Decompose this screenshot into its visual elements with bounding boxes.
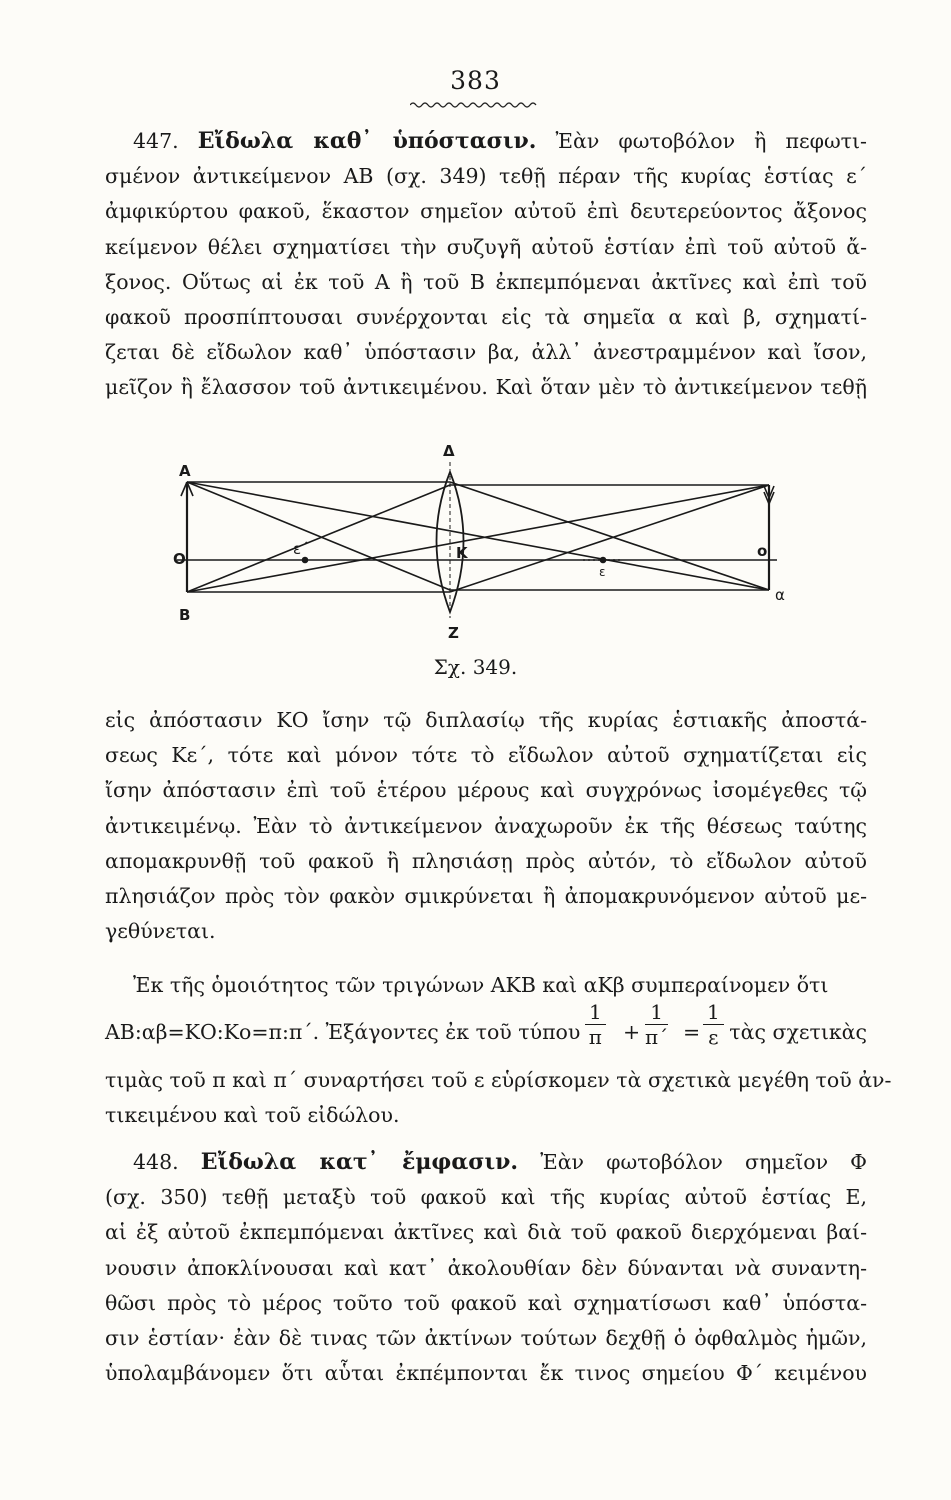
label-K: Κ <box>456 544 468 562</box>
label-e-prime: ε΄ <box>293 540 309 558</box>
section-447-title: Εἴδωλα καθ᾿ ὑπόστασιν. <box>197 128 537 154</box>
fraction-numerator: 1 <box>703 1000 724 1025</box>
text-line: Ἐκ τῆς ὁμοιότητος τῶν τριγώνων ΑΚΒ καὶ αΚβ συμπεραίνομεν ὅτι <box>133 973 829 997</box>
text-line: κείμενον θέλει σχηματίσει τὴν συζυγῆ αὐτοῦ ἑστίαν ἐπὶ τοῦ αὐτοῦ ἄ- <box>105 234 867 259</box>
section-448-number: 448. <box>133 1150 179 1174</box>
page-number: 383 <box>450 66 501 95</box>
text-line: γεθύνεται. <box>105 919 216 944</box>
section-448-title: Εἴδωλα κατ᾿ ἔμφασιν. <box>200 1149 519 1175</box>
after-formula-text <box>105 1063 892 1133</box>
text-line: σεως Κε΄, τότε καὶ μόνον τότε τὸ εἴδωλον αὐτοῦ σχηματίζεται εἰς <box>105 743 867 768</box>
fraction-denominator: π΄ <box>645 1025 669 1049</box>
text-line: ἴσην ἀπόστασιν ἐπὶ τοῦ ἑτέρου μέρους καὶ συγχρόνως ἰσομέγεθες τῷ <box>105 778 867 803</box>
ray <box>187 482 769 590</box>
text-line: τιμὰς τοῦ π καὶ π΄ συναρτήσει τοῦ ε εὑρίσκομεν τὰ σχετικὰ μεγέθη τοῦ ἀν- <box>105 1068 892 1092</box>
formula-right: τὰς σχετικὰς <box>729 1020 867 1044</box>
fraction-denominator: ε <box>708 1025 719 1049</box>
section-447-text <box>105 124 867 406</box>
label-a: α <box>775 586 785 604</box>
label-O: Ο <box>173 550 186 568</box>
label-o: ο <box>757 542 768 560</box>
text-line: ὑπολαμβάνομεν ὅτι αὗται ἐκπέμπονται ἔκ τινος σημείου Φ΄ κειμένου <box>105 1361 867 1386</box>
text-line: αἱ ἐξ αὐτοῦ ἐκπεμπόμεναι ἀκτῖνες καὶ διὰ τοῦ φακοῦ διερχόμεναι βαί- <box>105 1220 867 1245</box>
label-B: Β <box>179 606 191 624</box>
label-Z: Ζ <box>448 624 459 640</box>
section-447-number: 447. <box>133 129 179 153</box>
fraction-numerator: 1 <box>645 1000 668 1025</box>
text-line: σμένον ἀντικείμενον ΑΒ (σχ. 349) τεθῇ πέραν τῆς κυρίας ἑστίας ε΄ <box>105 164 867 189</box>
lens-diagram <box>165 440 815 640</box>
label-e: ε <box>599 565 606 579</box>
text-line: σιν ἑστίαν· ἐὰν δὲ τινας τῶν ἀκτίνων τούτων δεχθῇ ὁ ὀφθαλμὸς ἡμῶν, <box>105 1326 867 1351</box>
text-line: θῶσι πρὸς τὸ μέρος τοῦτο τοῦ φακοῦ καὶ σχηματίσωσι καθ᾿ ὑπόστα- <box>105 1290 867 1315</box>
equals-sign: = <box>683 1020 701 1044</box>
formula-left: ΑΒ:αβ=ΚΟ:Κο=π:π΄. Ἐξάγοντες ἐκ τοῦ τύπου <box>105 1020 581 1044</box>
text-line: Ἐὰν φωτοβόλον σημεῖον Φ <box>540 1150 867 1174</box>
text-line: τικειμένου καὶ τοῦ εἰδώλου. <box>105 1103 400 1128</box>
text-line: πλησιάζον πρὸς τὸν φακὸν σμικρύνεται ἢ ἀπομακρυνόμενον αὐτοῦ με- <box>105 884 867 909</box>
fraction-1-over-pi <box>585 1000 606 1049</box>
fraction-numerator: 1 <box>585 1000 606 1025</box>
text-line: φακοῦ προσπίπτουσαι συνέρχονται εἰς τὰ σημεῖα α καὶ β, σχηματί- <box>105 305 867 330</box>
text-line: εἰς ἀπόστασιν ΚΟ ἴσην τῷ διπλασίῳ τῆς κυρίας ἑστιακῆς ἀποστά- <box>105 708 867 732</box>
section-448-text <box>105 1145 867 1391</box>
triangles-line <box>105 968 867 1003</box>
label-Delta: Δ <box>443 442 455 460</box>
ray <box>450 482 769 590</box>
text-line: ξονος. Οὕτως αἱ ἐκ τοῦ Α ἢ τοῦ Β ἐκπεμπόμεναι ἀκτῖνες καὶ ἐπὶ τοῦ <box>105 269 867 294</box>
text-line: ἀντικειμένῳ. Ἐὰν τὸ ἀντικείμενον ἀναχωροῦν ἐκ τῆς θέσεως ταύτης <box>105 813 867 838</box>
figure-caption: Σχ. 349. <box>433 655 518 679</box>
text-line: νουσιν ἀποκλίνουσαι καὶ κατ᾿ ἀκολουθίαν δὲν δύνανται νὰ συναντη- <box>105 1255 867 1280</box>
section-447-continued <box>105 703 867 949</box>
formula-line <box>105 1000 867 1060</box>
fraction-1-over-pi-prime <box>645 1000 668 1049</box>
fraction-1-over-e <box>703 1000 724 1049</box>
label-A: Α <box>179 462 191 480</box>
text-line: απομακρυνθῇ τοῦ φακοῦ ἢ πλησιάσῃ πρὸς αὐτόν, τὸ εἴδωλον αὐτοῦ <box>105 848 867 873</box>
text-line: (σχ. 350) τεθῇ μεταξὺ τοῦ φακοῦ καὶ τῆς κυρίας αὐτοῦ ἑστίας Ε, <box>105 1185 867 1210</box>
plus-sign: + <box>623 1020 641 1044</box>
ornament-divider <box>410 101 540 109</box>
text-line: μεῖζον ἢ ἔλασσον τοῦ ἀντικειμένου. Καὶ ὅταν μὲν τὸ ἀντικείμενον τεθῇ <box>105 375 867 400</box>
section-448-heading-line <box>105 1145 867 1180</box>
fraction-denominator: π <box>588 1025 602 1049</box>
section-447-heading-line <box>105 124 867 159</box>
ray <box>187 482 450 590</box>
text-line: ἀμφικύρτου φακοῦ, ἕκαστον σημεῖον αὐτοῦ ἐπὶ δευτερεύοντος ἄξονος <box>105 199 867 224</box>
text-line: ζεται δὲ εἴδωλον καθ᾿ ὑπόστασιν βα, ἀλλ᾿ ἀνεστραμμένον καὶ ἴσον, <box>105 340 867 365</box>
text-line: Ἐὰν φωτοβόλον ἢ πεφωτι- <box>555 129 867 153</box>
